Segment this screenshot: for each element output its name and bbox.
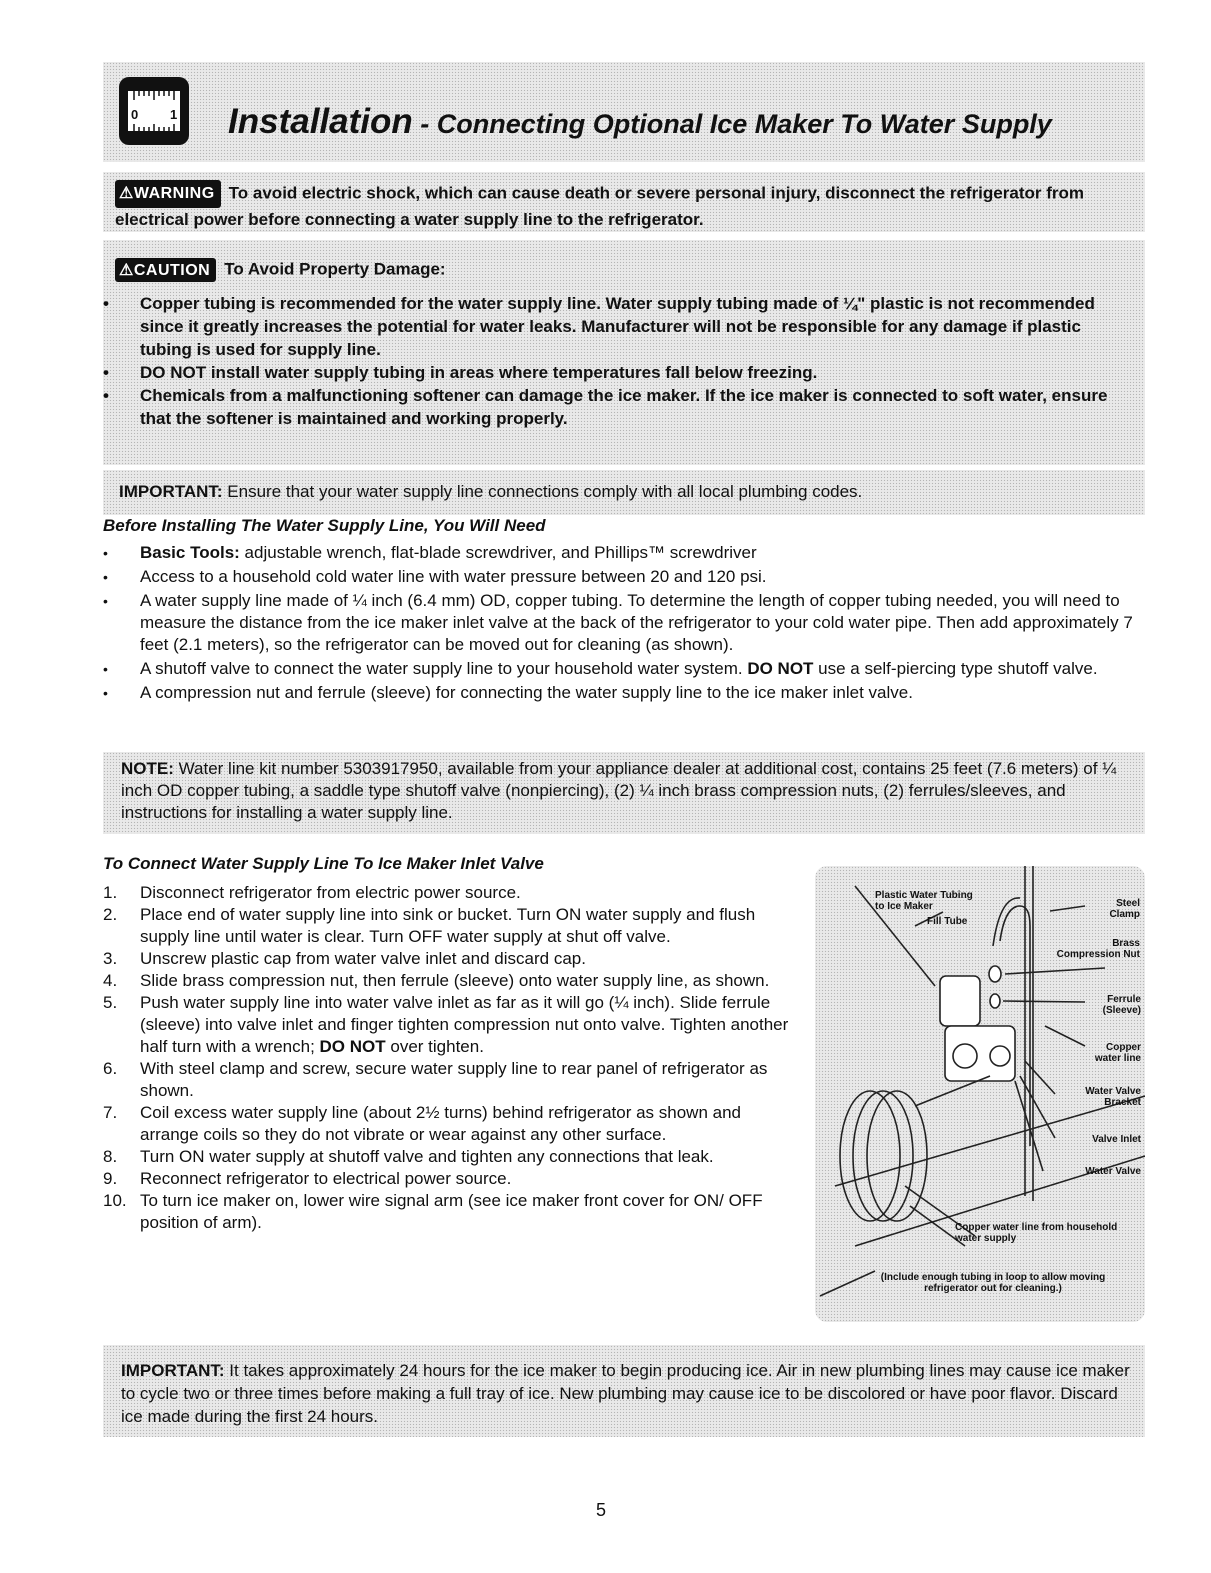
caution-item: • Copper tubing is recommended for the water supply line. Water supply tubing made of ¼" plastic is not recommended since it greatly increases the potential for water leaks. Manufacturer will not be responsible for any damage if plastic tubing is used for supply line. — [103, 292, 1133, 361]
step-item — [103, 904, 803, 948]
section-heading-before-installing: Before Installing The Water Supply Line, You Will Need — [103, 516, 546, 535]
caution-badge-label: CAUTION — [133, 262, 211, 279]
step-item — [103, 1058, 803, 1102]
title-sub: - Connecting Optional Ice Maker To Water Supply — [412, 109, 1052, 139]
note-text: Water line kit number 5303917950, available from your appliance dealer at additional cost, contains 25 feet (7.6 meters) of ¼ inch OD copper tubing, a saddle type shutoff valve (nonpiercing), (2) ¼ inch brass compression nuts, (2) ferrules/sleeves, and instructions for installing a water supply line. — [121, 759, 1117, 822]
label-fill-tube: Fill Tube — [927, 916, 968, 927]
step-text: Reconnect refrigerator to electrical power source. — [140, 1169, 512, 1188]
requirement-bold: Basic Tools: — [140, 543, 240, 562]
alert-triangle-icon: ⚠ — [119, 262, 134, 279]
step-number: 3. — [103, 949, 118, 968]
requirement-item — [103, 566, 1153, 588]
ruler-label-0: 0 — [131, 107, 139, 122]
ruler-icon — [118, 76, 190, 146]
important-box-plumbing — [103, 470, 1145, 515]
label-loop-note: (Include enough tubing in loop to allow moving refrigerator out for cleaning.) — [880, 1272, 1106, 1294]
step-number: 4. — [103, 971, 118, 990]
requirement-text: use a self-piercing type shutoff valve. — [813, 659, 1098, 678]
requirement-item — [103, 682, 1153, 704]
requirement-text: A water supply line made of ¼ inch (6.4 mm) OD, copper tubing. To determine the length of copper tubing needed, you will need to measure the distance from the ice maker inlet valve at the back of the refrigerator to your cold water pipe. Then add approximately 7 feet (2.1 meters), so the refrigerator can be moved out for cleaning (as shown). — [140, 591, 1133, 654]
requirements-list — [103, 542, 1153, 706]
step-item — [103, 992, 803, 1058]
label-valve-bracket: Water Valve Bracket — [1085, 1086, 1141, 1108]
step-number: 6. — [103, 1059, 118, 1078]
step-text: Disconnect refrigerator from electric power source. — [140, 883, 521, 902]
label-water-valve: Water Valve — [1085, 1166, 1141, 1177]
step-item — [103, 1190, 803, 1234]
important-text: Ensure that your water supply line connections comply with all local plumbing codes. — [222, 482, 863, 501]
page-number: 5 — [596, 1500, 607, 1520]
step-text: Slide brass compression nut, then ferrule (sleeve) onto water supply line, as shown. — [140, 971, 770, 990]
step-bold: DO NOT — [319, 1037, 386, 1056]
step-text: To turn ice maker on, lower wire signal arm (see ice maker front cover for ON/ OFF position of arm). — [140, 1191, 763, 1232]
important-box-ice-production — [103, 1345, 1145, 1437]
note-text-block — [121, 758, 1131, 824]
caution-badge — [115, 258, 216, 282]
important-label: IMPORTANT: — [119, 482, 223, 501]
warning-text-block — [115, 180, 1135, 232]
step-text: over tighten. — [385, 1037, 484, 1056]
important-text: It takes approximately 24 hours for the ice maker to begin producing ice. Air in new plumbing lines may cause ice maker to cycle two or three times before making a full tray of ice. New plumbing may cause ice to be discolored or have poor flavor. Discard ice made during the first 24 hours. — [121, 1361, 1130, 1426]
section-header — [103, 62, 1145, 162]
note-box — [103, 752, 1145, 834]
step-number: 2. — [103, 905, 118, 924]
alert-triangle-icon: ⚠ — [119, 185, 134, 202]
step-number: 10. — [103, 1191, 127, 1210]
step-item — [103, 970, 803, 992]
important-text-block — [121, 1359, 1131, 1428]
caution-box — [103, 240, 1145, 465]
note-label: NOTE: — [121, 759, 174, 778]
warning-box — [103, 172, 1145, 232]
important-label: IMPORTANT: — [121, 1361, 225, 1380]
important-text-row — [119, 482, 862, 502]
requirement-item — [103, 658, 1153, 680]
ruler-label-1: 1 — [170, 107, 178, 122]
requirement-text: A shutoff valve to connect the water supply line to your household water system. — [140, 659, 748, 678]
step-number: 7. — [103, 1103, 118, 1122]
step-item — [103, 1168, 803, 1190]
label-valve-inlet: Valve Inlet — [1092, 1134, 1141, 1145]
requirement-item — [103, 590, 1153, 656]
warning-text: To avoid electric shock, which can cause death or severe personal injury, disconnect the refrigerator from electrical power before connecting a water supply line to the refrigerator. — [115, 183, 1084, 229]
warning-badge-label: WARNING — [133, 185, 215, 202]
step-number: 5. — [103, 993, 118, 1012]
step-number: 1. — [103, 883, 118, 902]
label-copper-line: Copper water line — [1094, 1042, 1141, 1064]
requirement-text: adjustable wrench, flat-blade screwdriver, and Phillips™ screwdriver — [239, 543, 757, 562]
caution-item: • Chemicals from a malfunctioning softener can damage the ice maker. If the ice maker is connected to soft water, ensure that the softener is maintained and working properly. — [103, 384, 1133, 430]
step-text: Unscrew plastic cap from water valve inlet and discard cap. — [140, 949, 586, 968]
label-household-line: Copper water line from household water supply — [955, 1222, 1118, 1244]
step-item — [103, 1102, 803, 1146]
step-item — [103, 948, 803, 970]
step-item — [103, 1146, 803, 1168]
step-item — [103, 882, 803, 904]
section-heading-connect: To Connect Water Supply Line To Ice Maker Inlet Valve — [103, 854, 544, 873]
caution-item: • DO NOT install water supply tubing in areas where temperatures fall below freezing. — [103, 361, 1133, 384]
caution-heading-row — [115, 258, 446, 282]
page-title — [228, 102, 1052, 142]
caution-list — [103, 292, 1133, 430]
caution-heading: To Avoid Property Damage: — [224, 259, 446, 279]
requirement-text: Access to a household cold water line with water pressure between 20 and 120 psi. — [140, 567, 767, 586]
requirement-bold: DO NOT — [747, 659, 814, 678]
label-plastic-tubing: Plastic Water Tubing to Ice Maker — [875, 890, 973, 912]
label-ferrule: Ferrule (Sleeve) — [1102, 994, 1141, 1016]
label-steel-clamp: Steel Clamp — [1109, 898, 1140, 920]
step-number: 9. — [103, 1169, 118, 1188]
step-text: Coil excess water supply line (about 2½ turns) behind refrigerator as shown and arrange coils so they do not vibrate or wear against any other surface. — [140, 1103, 741, 1144]
title-main: Installation — [228, 102, 413, 141]
step-text: Turn ON water supply at shutoff valve and tighten any connections that leak. — [140, 1147, 714, 1166]
label-brass-nut: Brass Compression Nut — [1056, 938, 1140, 960]
step-text: Place end of water supply line into sink or bucket. Turn ON water supply and flush supply line until water is clear. Turn OFF water supply at shut off valve. — [140, 905, 756, 946]
requirement-item — [103, 542, 1153, 564]
warning-badge — [115, 180, 221, 208]
step-number: 8. — [103, 1147, 118, 1166]
step-text: With steel clamp and screw, secure water supply line to rear panel of refrigerator as shown. — [140, 1059, 768, 1100]
requirement-text: A compression nut and ferrule (sleeve) for connecting the water supply line to the ice maker inlet valve. — [140, 683, 913, 702]
steps-list — [103, 882, 803, 1234]
step-text: Push water supply line into water valve inlet as far as it will go (¼ inch). Slide ferrule (sleeve) into valve inlet and finger tighten compression nut onto valve. Tighten another half turn with a wrench; — [140, 993, 789, 1056]
ice-maker-connection-diagram — [815, 866, 1145, 1322]
